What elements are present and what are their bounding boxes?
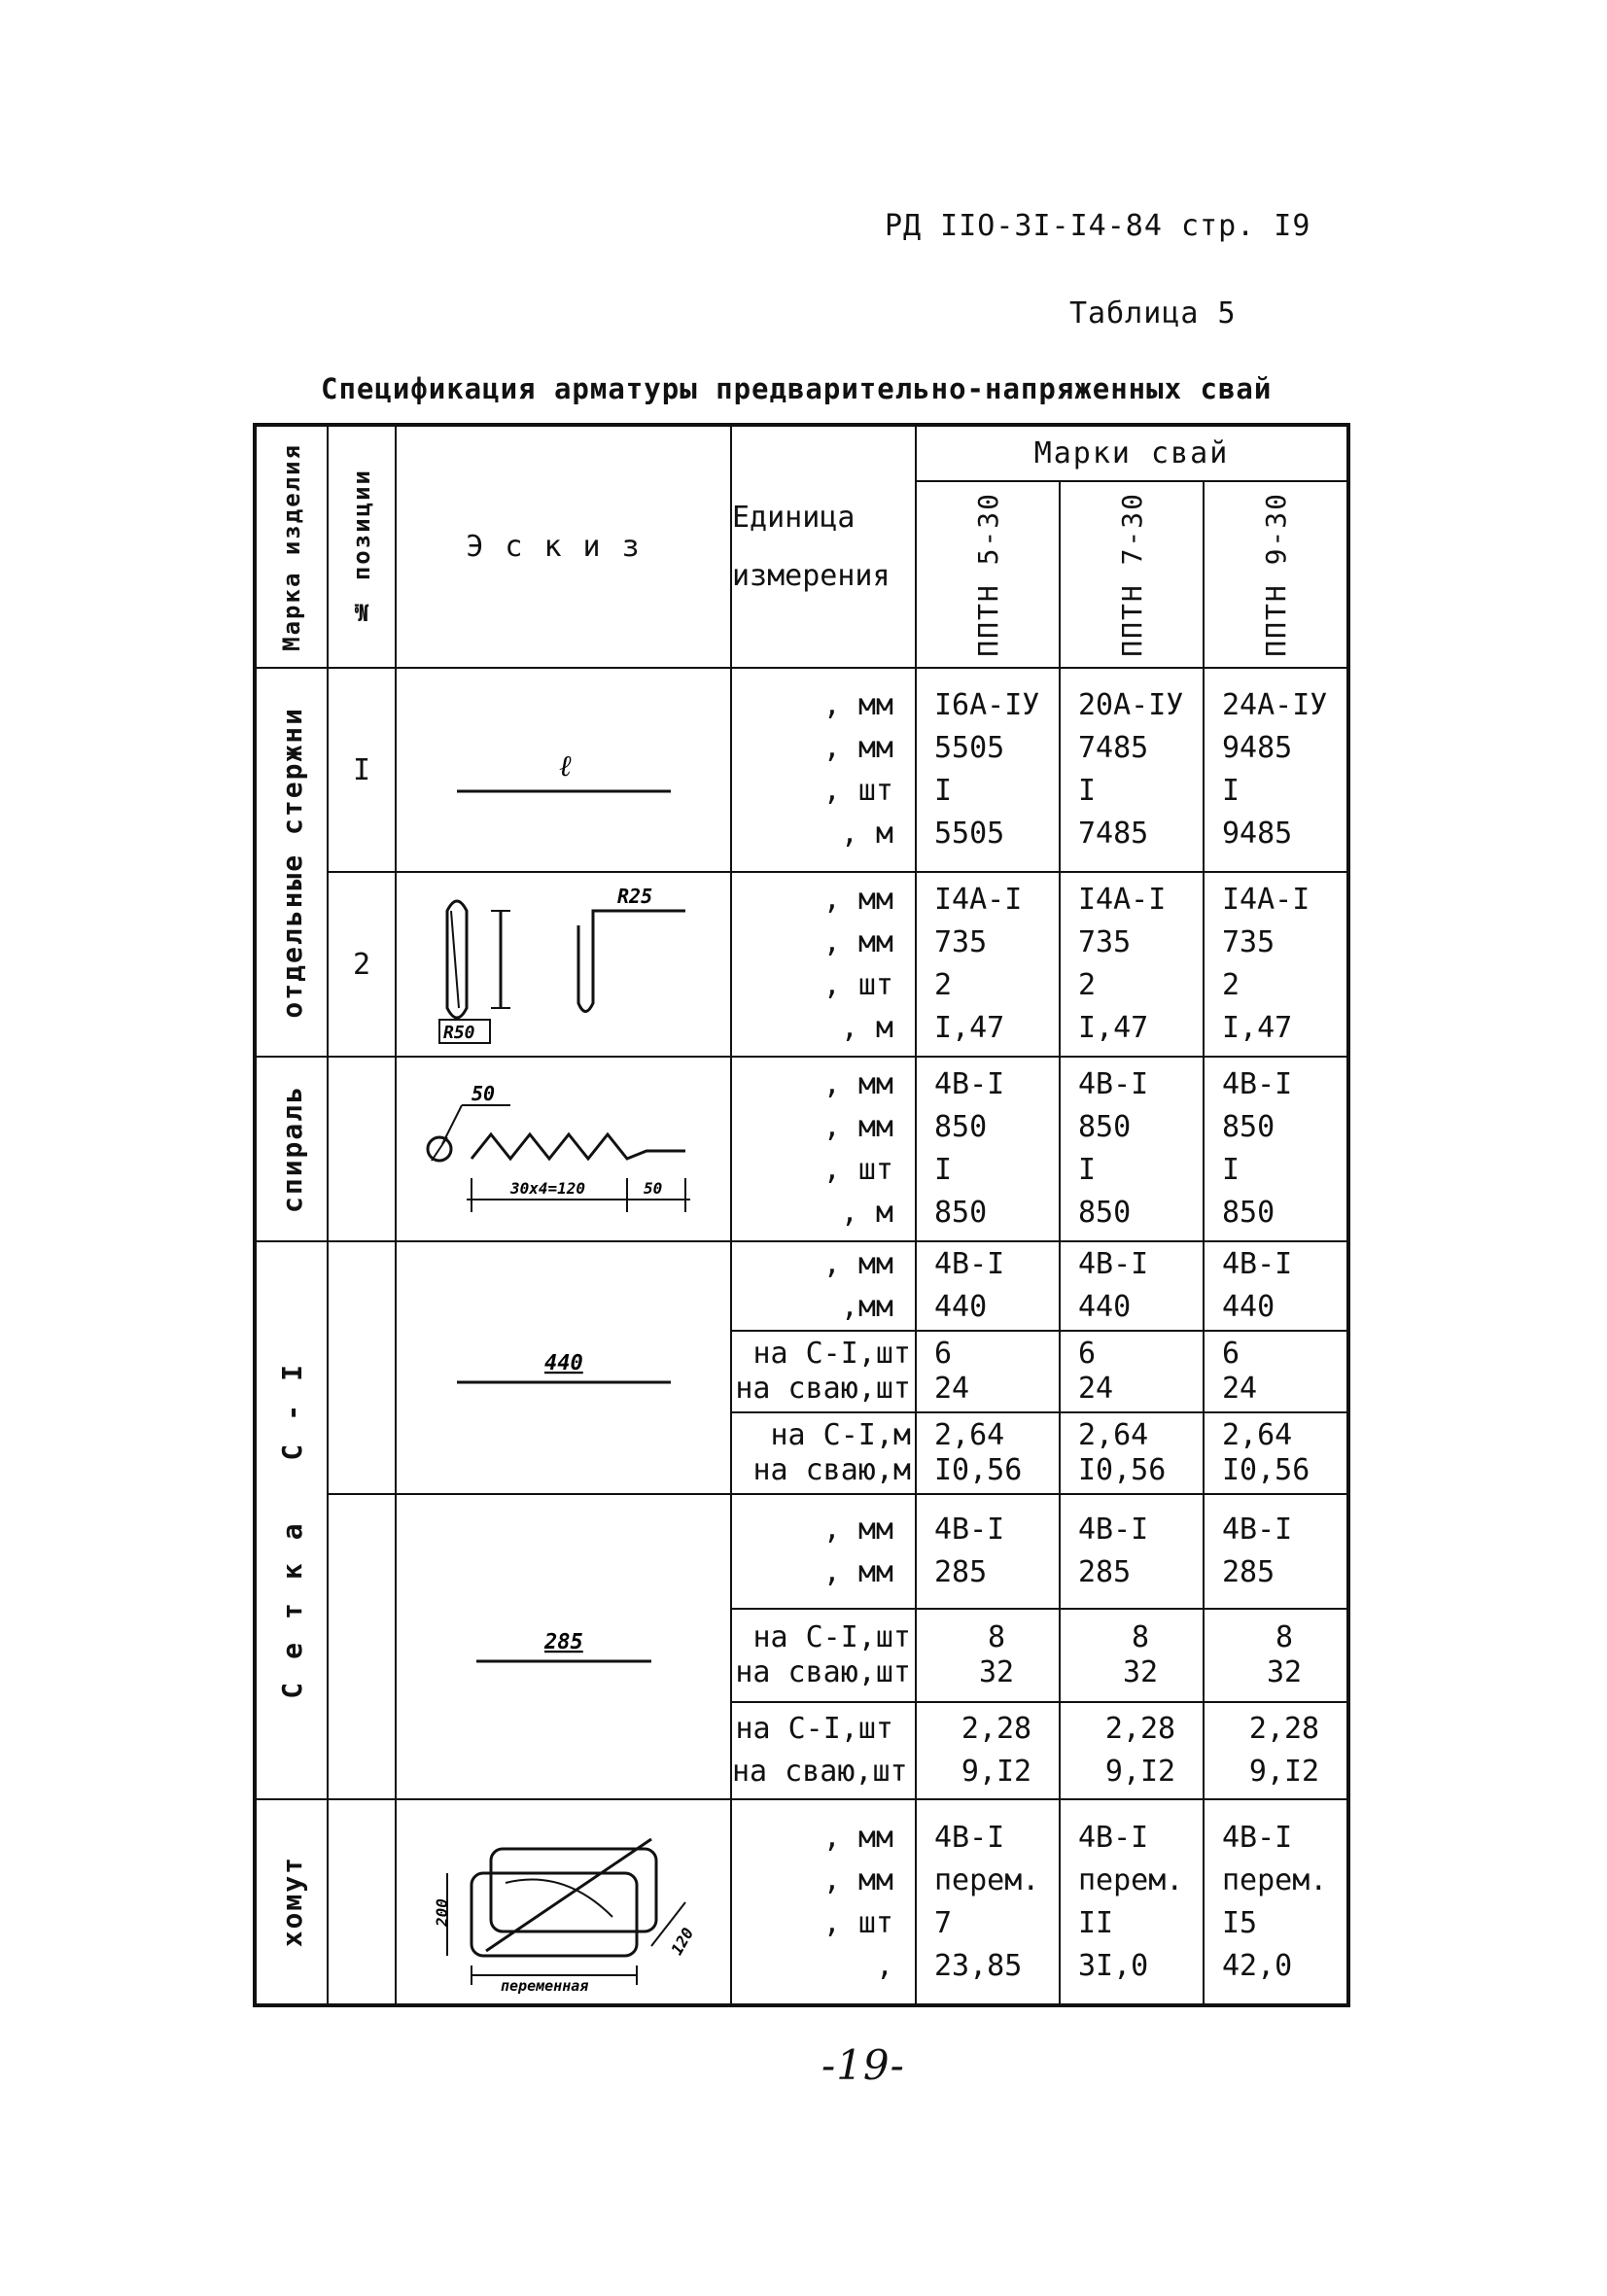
header-brand-2: ППТН 7-30 xyxy=(1060,481,1204,668)
group-mesh: Сетка С-I xyxy=(255,1241,328,1799)
sketch-mesh-bar-440 xyxy=(396,1241,731,1494)
header-brand-1: ППТН 5-30 xyxy=(916,481,1060,668)
svg-text:200: 200 xyxy=(432,1897,451,1927)
sketch-hooked-rod xyxy=(396,872,731,1057)
sketch-spiral xyxy=(396,1057,731,1241)
svg-text:переменная: переменная xyxy=(500,1976,588,1995)
table-row: 2 R25 R50 , мм , мм , шт , м I4А-I 735 2 I,47 I4А-I 735 2 I,47 I4А-I 735 2 I,47 xyxy=(255,872,1348,1057)
document-code: РД IIO-3I-I4-84 стр. I9 xyxy=(885,209,1311,243)
header-position: № позиции xyxy=(328,425,396,668)
table-row: Сетка С-I 440 , мм ,мм 4В-I 440 4В-I 440 4В-I 440 xyxy=(255,1241,1348,1331)
svg-text:50: 50 xyxy=(471,1082,495,1105)
position-number: I xyxy=(328,668,396,872)
svg-text:120: 120 xyxy=(666,1924,697,1958)
table-row: спираль 50 30х4=120 50 , мм , мм , шт , м 4В-I 850 I 850 4В-I 850 I 850 4В-I 850 I 850 xyxy=(255,1057,1348,1241)
table-row: на С-I,шт на сваю,шт 6 24 6 24 6 24 xyxy=(255,1331,1348,1412)
svg-text:440: 440 xyxy=(543,1351,583,1375)
header-sketch: Эскиз xyxy=(396,425,731,668)
header-product-mark: Марка изделия xyxy=(255,425,328,668)
table-row: на С-I,м на сваю,м 2,64 I0,56 2,64 I0,56 2,64 I0,56 xyxy=(255,1412,1348,1494)
header-brand-3: ППТН 9-30 xyxy=(1204,481,1348,668)
table-row: на С-I,шт на сваю,шт 2,28 9,I2 2,28 9,I2 2,28 9,I2 xyxy=(255,1702,1348,1799)
sketch-clamp xyxy=(396,1799,731,2005)
header-unit: Единица измерения xyxy=(731,425,916,668)
position-number: 2 xyxy=(328,872,396,1057)
sketch-mesh-bar-285 xyxy=(396,1494,731,1799)
svg-text:R50: R50 xyxy=(442,1023,475,1043)
specification-table xyxy=(253,423,1350,2007)
group-clamp: хомут xyxy=(255,1799,328,2005)
svg-text:ℓ: ℓ xyxy=(558,749,571,783)
table-number: Таблица 5 xyxy=(1069,296,1237,330)
group-spiral: спираль xyxy=(255,1057,328,1241)
sketch-straight-rod xyxy=(396,668,731,872)
svg-text:50: 50 xyxy=(643,1179,662,1198)
page-number: -19- xyxy=(821,2041,905,2089)
svg-text:30х4=120: 30х4=120 xyxy=(509,1179,585,1198)
table-row: на С-I,шт на сваю,шт 8 32 8 32 8 32 xyxy=(255,1609,1348,1702)
table-row: отдельные стержни I ℓ , мм , мм , шт , м I6А-IУ 5505 I 5505 20А-IУ 7485 I 7485 24А-IУ 9485 I 9485 xyxy=(255,668,1348,872)
svg-text:R25: R25 xyxy=(616,885,652,908)
table-row: 285 , мм , мм 4В-I 285 4В-I 285 4В-I 285 xyxy=(255,1494,1348,1609)
table-row: хомут 200 120 переменная , мм , мм , шт , 4В-I перем. 7 23,85 4В-I перем. II 3I,0 4В-I перем. I5 42,0 xyxy=(255,1799,1348,2005)
svg-text:285: 285 xyxy=(543,1630,583,1654)
table-title: Спецификация арматуры предварительно-напряженных свай xyxy=(321,372,1273,405)
group-separate-rods: отдельные стержни xyxy=(255,668,328,1057)
header-pile-brands: Марки свай xyxy=(916,425,1348,481)
